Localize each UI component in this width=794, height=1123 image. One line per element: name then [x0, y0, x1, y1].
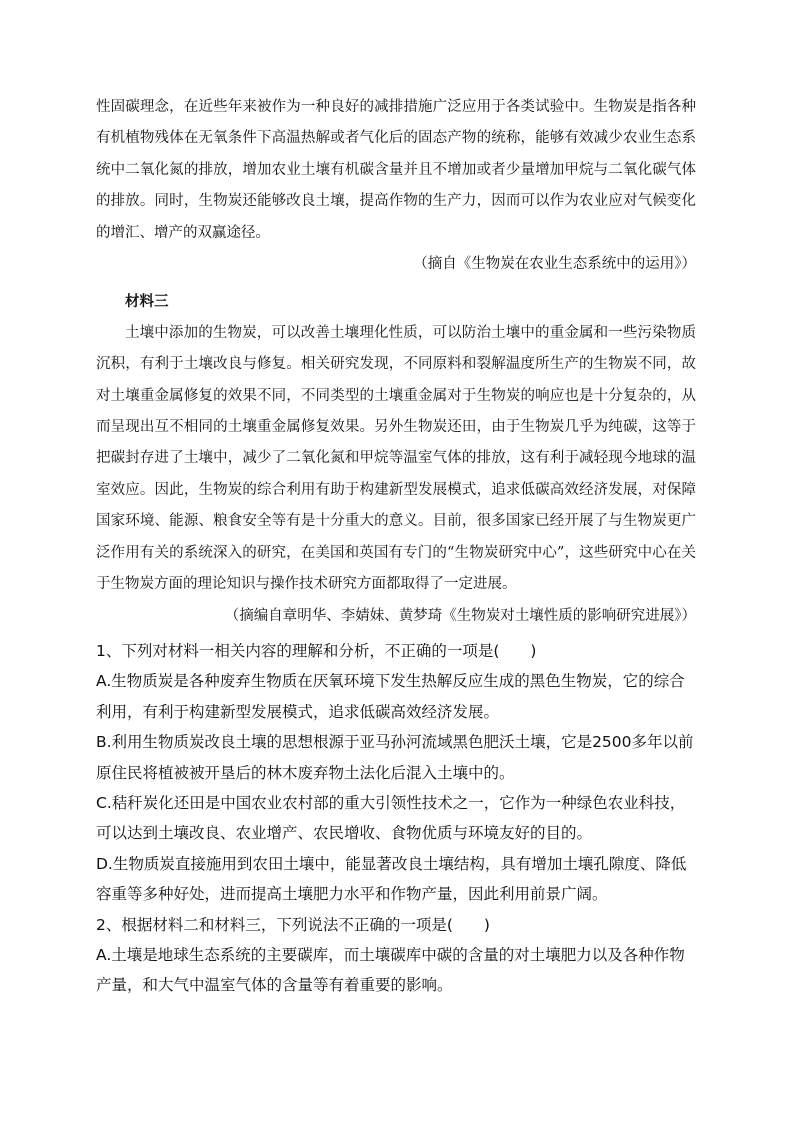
material-two-section: [96, 92, 696, 280]
question-two-stem: 2、根据材料二和材料三，下列说法不正确的一项是( ): [96, 915, 490, 934]
material-two-source: （摘自《生物炭在农业生态系统中的运用》）: [413, 256, 696, 273]
question-one-stem: 1、下列对材料一相关内容的理解和分析，不正确的一项是( ): [96, 641, 537, 660]
question-one-option-c: C.秸秆炭化还田是中国农业农村部的重大引领性技术之一，它作为一种绿色农业科技，可以达到土壤改良、农业增产、农民增收、食物优质与环境友好的目的。: [96, 793, 686, 843]
material-three-heading: 材料三: [125, 293, 169, 311]
question-two-option-a: A.土壤是地球生态系统的主要碳库，而土壤碳库中碳的含量的对土壤肥力以及各种作物产量，和大气中温室气体的含量等有着重要的影响。: [96, 945, 685, 995]
material-three-paragraph: 土壤中添加的生物炭，可以改善土壤理化性质，可以防治土壤中的重金属和一些污染物质沉积，有利于土壤改良与修复。相关研究发现，不同原料和裂解温度所生产的生物炭不同，故对土壤重金属修复的效果不同，不同类型的土壤重金属对于生物炭的响应也是十分复杂的，从而呈现出互不相同的土壤重金属修复效果。另外生物炭还田，由于生物炭几乎为纯碳，这等于把碳封存进了土壤中，减少了二氧化氮和甲烷等温室气体的排放，这有利于减轻现今地球的温室效应。因此，生物炭的综合利用有助于构建新型发展模式，追求低碳高效经济发展，对保障国家环境、能源、粮食安全等有是十分重大的意义。目前，很多国家已经开展了与生物炭更广泛作用有关的系统深入的研究，在美国和英国有专门的“生物炭研究中心”，这些研究中心在关于生物炭方面的理论知识与操作技术研究方面都取得了一定进展。: [96, 324, 696, 593]
material-three-section: [96, 318, 696, 632]
material-three-source: （摘编自章明华、李婧妹、黄梦琦《生物炭对土壤性质的影响研究进展》）: [224, 607, 696, 624]
question-one-option-b: B.利用生物质炭改良土壤的思想根源于亚马孙河流域黑色肥沃土壤，它是2500多年以前原住民将植被被开垦后的林木废弃物土法化后混入土壤中的。: [96, 733, 694, 782]
question-one: [96, 636, 696, 910]
question-one-option-d: D.生物质炭直接施用到农田土壤中，能显著改良土壤结构，具有增加土壤孔隙度、降低容重等多种好处，进而提高土壤肥力水平和作物产量，因此利用前景广阔。: [96, 854, 687, 904]
question-one-option-a: A.生物质炭是各种废弃生物质在厌氧环境下发生热解反应生成的黑色生物炭，它的综合利用，有利于构建新型发展模式，追求低碳高效经济发展。: [96, 672, 685, 721]
question-two: [96, 910, 696, 1001]
document-page: [96, 92, 696, 1001]
material-two-paragraph: 性固碳理念，在近些年来被作为一种良好的减排措施广泛应用于各类试验中。生物炭是指各种有机植物残体在无氧条件下高温热解或者气化后的固态产物的统称，能够有效减少农业生态系统中二氧化氮的排放，增加农业土壤有机碳含量并且不增加或者少量增加甲烷与二氧化碳气体的排放。同时，生物炭还能够改良土壤，提高作物的生产力，因而可以作为农业应对气候变化的增汇、增产的双赢途径。: [96, 99, 696, 241]
